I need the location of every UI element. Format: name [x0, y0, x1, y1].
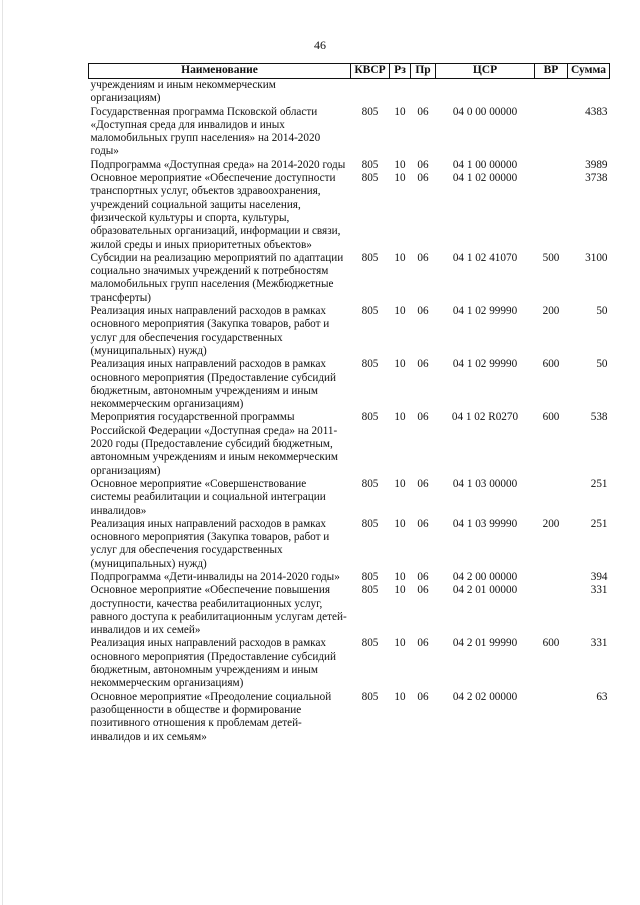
cell-kvsr: 805 [361, 105, 379, 118]
table-row [89, 637, 610, 690]
cell-kvsr: 805 [361, 570, 379, 583]
cell-rz: 10 [394, 358, 406, 371]
cell-rz: 10 [394, 411, 406, 424]
budget-table [88, 63, 610, 744]
cell-pr: 06 [417, 305, 429, 318]
table-row [89, 159, 610, 172]
cell-sum: 50 [596, 305, 608, 318]
cell-name: учреждениям и иным некоммерческим организациям) [90, 79, 276, 105]
cell-sum: 4383 [585, 105, 608, 118]
cell-pr: 06 [417, 570, 429, 583]
cell-rz: 10 [394, 690, 406, 703]
cell-csr: 04 1 00 00000 [452, 158, 518, 171]
cell-vr [535, 79, 568, 106]
cell-sum: 538 [590, 411, 608, 424]
cell-name: Подпрограмма «Дети-инвалиды на 2014-2020 годы» [90, 570, 340, 583]
cell-vr [535, 584, 568, 637]
cell-sum: 3100 [585, 251, 608, 264]
cell-csr [436, 79, 535, 106]
cell-rz: 10 [394, 251, 406, 264]
cell-rz: 10 [394, 584, 406, 597]
header-pr: Пр [411, 64, 436, 79]
cell-name: Реализация иных направлений расходов в рамках основного мероприятия (Закупка товаров, работ и услуг для обеспечения государственных (муниципальных) нужд) [90, 517, 330, 570]
page-number: 46 [314, 38, 326, 52]
cell-rz: 10 [394, 570, 406, 583]
cell-pr: 06 [417, 637, 429, 650]
cell-kvsr: 805 [361, 517, 379, 530]
cell-sum [568, 79, 610, 106]
cell-sum: 63 [596, 690, 608, 703]
cell-name: Реализация иных направлений расходов в рамках основного мероприятия (Предоставление субсидий бюджетным, автономным учреждениям и иным некоммерческим организациям) [90, 358, 336, 411]
cell-name: Основное мероприятие «Обеспечение доступности транспортных услуг, объектов здравоохранения, учреждений социальной защиты населения, физической культуры и спорта, культуры, образовательных организаций, информации и связи, жилой среды и иных приоритетных объектов» [90, 172, 341, 251]
table-row [89, 172, 610, 252]
cell-kvsr: 805 [361, 251, 379, 264]
cell-kvsr: 805 [361, 477, 379, 490]
cell-kvsr: 805 [361, 158, 379, 171]
cell-vr [535, 106, 568, 159]
cell-vr: 600 [542, 411, 560, 424]
cell-pr: 06 [417, 477, 429, 490]
table-row [89, 584, 610, 637]
table-row [89, 252, 610, 305]
cell-name: Основное мероприятие «Обеспечение повышения доступности, качества реабилитационных услуг, равного доступа к реабилитационным услугам детей-инвалидов и их семей» [90, 584, 347, 637]
cell-sum: 3989 [585, 158, 608, 171]
cell-csr: 04 1 03 99990 [452, 517, 518, 530]
cell-csr: 04 2 01 00000 [452, 584, 518, 597]
header-rz: Рз [390, 64, 411, 79]
cell-sum: 394 [590, 570, 608, 583]
cell-csr: 04 1 02 00000 [452, 172, 518, 185]
cell-sum: 50 [596, 358, 608, 371]
cell-pr: 06 [417, 690, 429, 703]
cell-name: Основное мероприятие «Совершенствование системы реабилитации и социальной интеграции инвалидов» [90, 477, 326, 517]
cell-pr: 06 [417, 411, 429, 424]
cell-vr: 600 [542, 358, 560, 371]
cell-rz: 10 [394, 637, 406, 650]
cell-rz: 10 [394, 305, 406, 318]
cell-pr: 06 [417, 517, 429, 530]
cell-csr: 04 2 01 99990 [452, 637, 518, 650]
cell-name: Субсидии на реализацию мероприятий по адаптации социально значимых учреждений к потребностям маломобильных групп населения (Межбюджетные трансферты) [90, 251, 344, 304]
cell-vr: 600 [542, 637, 560, 650]
cell-kvsr [351, 79, 390, 106]
table-row [89, 411, 610, 477]
cell-rz: 10 [394, 517, 406, 530]
cell-vr [535, 571, 568, 584]
cell-pr: 06 [417, 172, 429, 185]
table-row [89, 478, 610, 518]
cell-kvsr: 805 [361, 637, 379, 650]
cell-rz: 10 [394, 105, 406, 118]
header-row [89, 64, 610, 79]
cell-csr: 04 1 03 00000 [452, 477, 518, 490]
cell-kvsr: 805 [361, 172, 379, 185]
cell-pr: 06 [417, 251, 429, 264]
cell-name: Мероприятия государственной программы Российской Федерации «Доступная среда» на 2011-2020 годы (Предоставление субсидий бюджетным, автономным учреждениям и иным некоммерческим организациям) [90, 411, 338, 477]
cell-csr: 04 1 02 41070 [452, 251, 518, 264]
header-vr: ВР [535, 64, 568, 79]
cell-kvsr: 805 [361, 411, 379, 424]
cell-vr: 200 [542, 517, 560, 530]
table-row [89, 518, 610, 571]
cell-csr: 04 1 02 99990 [452, 358, 518, 371]
cell-csr: 04 1 02 99990 [452, 305, 518, 318]
cell-vr [535, 691, 568, 744]
scan-edge-line [2, 0, 3, 905]
header-name: Наименование [89, 64, 351, 79]
cell-rz: 10 [394, 158, 406, 171]
cell-kvsr: 805 [361, 305, 379, 318]
table-row [89, 305, 610, 358]
cell-sum: 251 [590, 517, 608, 530]
cell-sum: 3738 [585, 172, 608, 185]
cell-vr: 500 [542, 251, 560, 264]
cell-csr: 04 2 00 00000 [452, 570, 518, 583]
cell-pr [411, 79, 436, 106]
cell-rz [390, 79, 411, 106]
table-row [89, 691, 610, 744]
table-row [89, 79, 610, 106]
cell-sum: 331 [590, 637, 608, 650]
cell-name: Основное мероприятие «Преодоление социальной разобщенности в обществе и формирование позитивного отношения к проблемам детей-инвалидов и их семьям» [90, 690, 332, 743]
cell-pr: 06 [417, 105, 429, 118]
cell-vr [535, 172, 568, 252]
cell-csr: 04 1 02 R0270 [451, 411, 519, 424]
table-header [89, 64, 610, 79]
cell-sum: 251 [590, 477, 608, 490]
cell-rz: 10 [394, 172, 406, 185]
table-body [89, 79, 610, 744]
cell-kvsr: 805 [361, 584, 379, 597]
cell-rz: 10 [394, 477, 406, 490]
cell-kvsr: 805 [361, 358, 379, 371]
cell-vr [535, 478, 568, 518]
cell-name: Реализация иных направлений расходов в рамках основного мероприятия (Предоставление субсидий бюджетным, автономным учреждениям и иным некоммерческим организациям) [90, 637, 336, 690]
cell-pr: 06 [417, 358, 429, 371]
cell-name: Государственная программа Псковской области «Доступная среда для инвалидов и иных маломобильных групп населения» на 2014-2020 годы» [90, 105, 321, 158]
table-row [89, 571, 610, 584]
cell-vr: 200 [542, 305, 560, 318]
cell-pr: 06 [417, 584, 429, 597]
cell-vr [535, 159, 568, 172]
table-row [89, 358, 610, 411]
cell-kvsr: 805 [361, 690, 379, 703]
cell-name: Реализация иных направлений расходов в рамках основного мероприятия (Закупка товаров, работ и услуг для обеспечения государственных (муниципальных) нужд) [90, 305, 330, 357]
cell-csr: 04 2 02 00000 [452, 690, 518, 703]
cell-pr: 06 [417, 158, 429, 171]
cell-sum: 331 [590, 584, 608, 597]
table-row [89, 106, 610, 159]
cell-name: Подпрограмма «Доступная среда» на 2014-2020 годы [90, 158, 346, 171]
header-kvsr: КВСР [351, 64, 390, 79]
cell-csr: 04 0 00 00000 [452, 105, 518, 118]
header-csr: ЦСР [436, 64, 535, 79]
header-sum: Сумма [568, 64, 610, 79]
